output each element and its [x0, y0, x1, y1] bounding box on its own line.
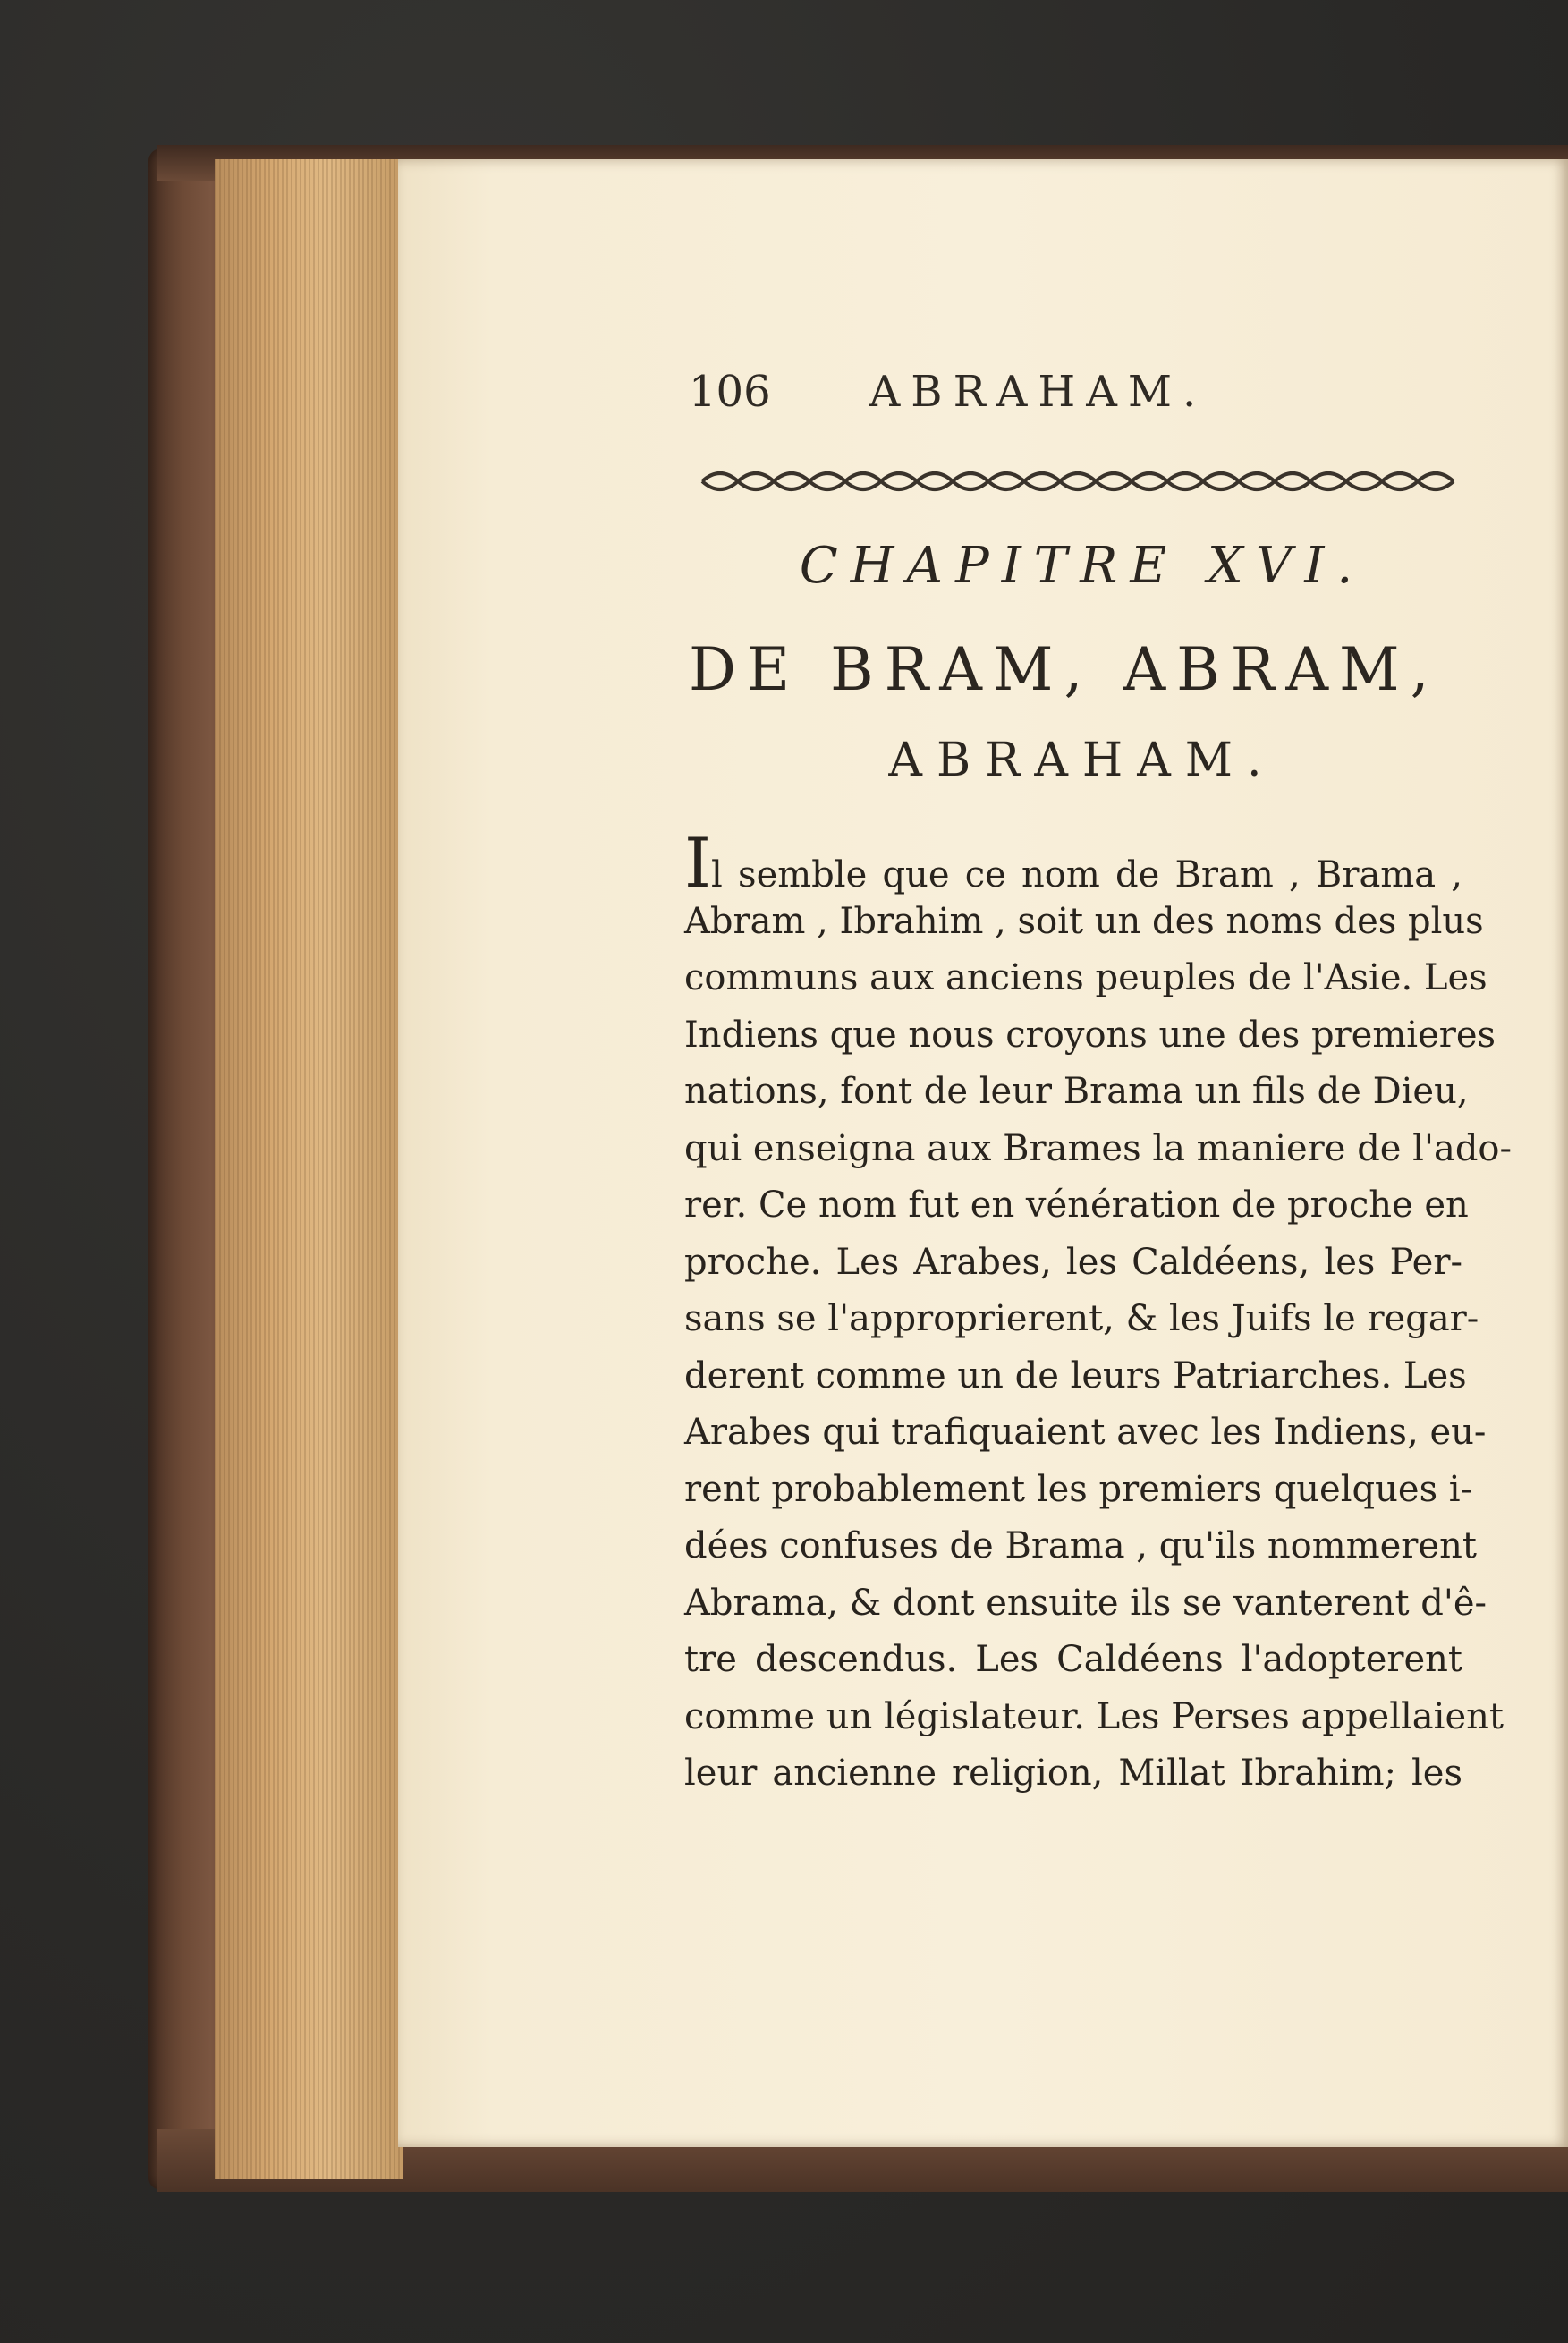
body-line: leur ancienne religion, Millat Ibrahim; les [684, 1753, 1462, 1794]
page-edges [215, 159, 403, 2179]
body-line: communs aux anciens peuples de l'Asie. Les [684, 957, 1487, 998]
decorative-ornament-band [698, 463, 1458, 499]
body-line: comme un législateur. Les Perses appellaient [684, 1695, 1504, 1737]
body-line: qui enseigna aux Brames la maniere de l'ado- [684, 1127, 1513, 1169]
body-line: Indiens que nous croyons une des premieres [684, 1014, 1496, 1056]
body-line: rent probablement les premiers quelques i- [684, 1468, 1473, 1510]
body-line: dées confuses de Brama , qu'ils nommerent [684, 1525, 1477, 1566]
chapter-title-line-1: DE BRAM, ABRAM, [689, 635, 1440, 704]
body-line: nations, font de leur Brama un fils de Dieu, [684, 1071, 1469, 1112]
running-header [689, 367, 1494, 429]
body-line: derent comme un de leurs Patriarches. Les [684, 1354, 1467, 1396]
chapter-label: CHAPITRE XVI. [799, 537, 1366, 595]
running-title: ABRAHAM. [869, 367, 1208, 417]
body-line: Abram , Ibrahim , soit un des noms des plus [684, 900, 1484, 942]
body-text [684, 823, 1513, 1803]
body-line: rer. Ce nom fut en vénération de proche en [684, 1184, 1469, 1226]
drop-cap: I [684, 823, 712, 903]
body-line [684, 823, 1462, 903]
body-line: Abrama, & dont ensuite ils se vanterent d'ê- [684, 1582, 1487, 1624]
body-line: proche. Les Arabes, les Caldéens, les Per- [684, 1241, 1462, 1283]
body-line: tre descendus. Les Caldéens l'adopterent [684, 1639, 1462, 1680]
body-line: Arabes qui trafiquaient avec les Indiens, eu- [684, 1412, 1487, 1453]
body-line: sans se l'approprierent, & les Juifs le regar- [684, 1298, 1479, 1339]
page-number: 106 [689, 367, 771, 417]
chapter-title-line-2: ABRAHAM. [888, 734, 1276, 787]
body-line-text: l semble que ce nom de Bram , Brama , [711, 854, 1462, 896]
